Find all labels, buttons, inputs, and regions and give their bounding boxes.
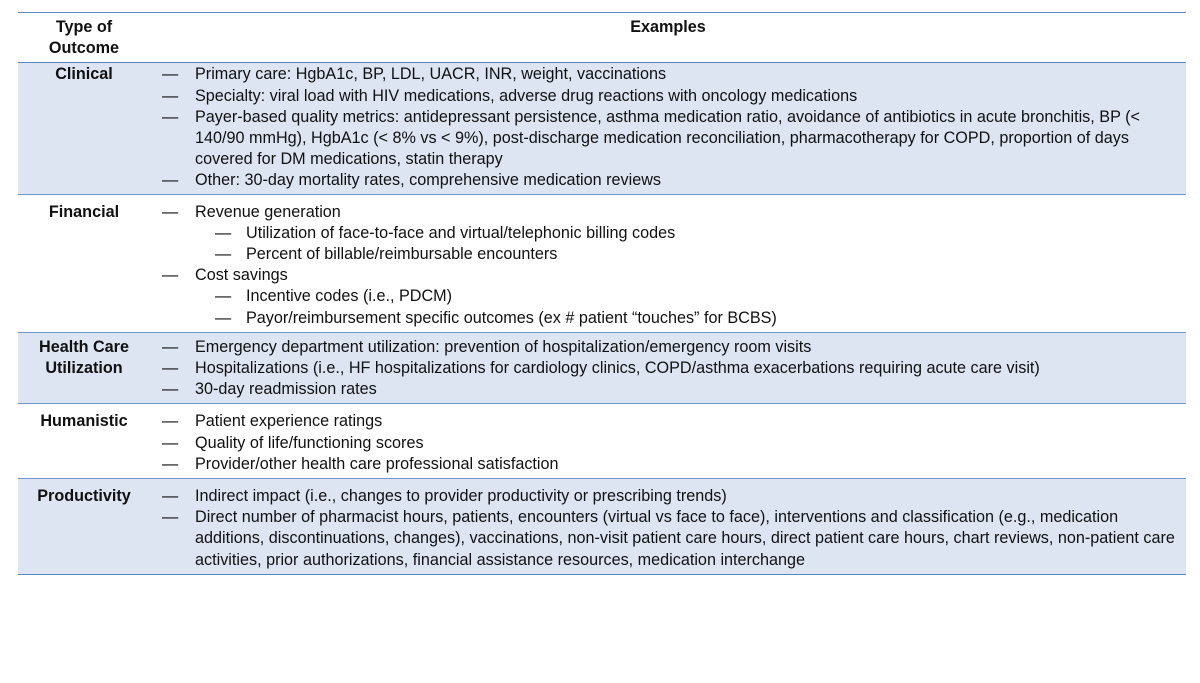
list-item	[162, 379, 1182, 400]
outcome-type-cell	[18, 63, 150, 194]
sub-list-item	[215, 286, 1182, 307]
header-type-line-2: Outcome	[48, 39, 120, 58]
list-item	[162, 337, 1182, 358]
list-item-text: Emergency department utilization: prevention of hospitalization/emergency room visits	[195, 337, 812, 356]
examples-list	[162, 337, 1182, 401]
em-dash-bullet-icon: —	[162, 171, 179, 190]
list-item-text: Hospitalizations (i.e., HF hospitalizations for cardiology clinics, COPD/asthma exacerbations requiring acute care visit)	[195, 359, 1040, 378]
em-dash-bullet-icon: —	[215, 308, 232, 327]
table-row-clinical	[18, 63, 1186, 194]
list-item-text: Patient experience ratings	[195, 412, 383, 431]
outcome-type-cell	[18, 404, 150, 479]
outcome-type-label: Humanistic	[40, 412, 128, 431]
examples-cell	[150, 332, 1186, 404]
examples-cell	[150, 404, 1186, 479]
outcome-type-cell	[18, 194, 150, 332]
em-dash-bullet-icon: —	[162, 65, 179, 84]
em-dash-bullet-icon: —	[215, 245, 232, 264]
examples-cell	[150, 479, 1186, 575]
list-item	[162, 433, 1182, 454]
em-dash-bullet-icon: —	[215, 287, 232, 306]
em-dash-bullet-icon: —	[162, 359, 179, 378]
em-dash-bullet-icon: —	[162, 86, 179, 105]
em-dash-bullet-icon: —	[162, 266, 179, 285]
sub-list-item-text: Incentive codes (i.e., PDCM)	[246, 287, 453, 306]
sub-list-item-text: Percent of billable/reimbursable encounters	[246, 245, 558, 264]
outcome-type-label: Clinical	[55, 65, 113, 84]
em-dash-bullet-icon: —	[162, 487, 179, 506]
list-item	[162, 265, 1182, 329]
outcome-type-label: Utilization	[45, 359, 123, 378]
examples-list	[162, 486, 1182, 571]
header-type-line-1: Type of	[55, 18, 113, 36]
outcome-type-label: Health Care	[39, 337, 129, 356]
outcome-type-label: Productivity	[37, 487, 131, 506]
outcome-type-label: Financial	[48, 202, 120, 221]
em-dash-bullet-icon: —	[162, 454, 179, 473]
examples-cell	[150, 194, 1186, 332]
list-item-text: Revenue generation	[195, 202, 341, 221]
sub-list-item-text: Utilization of face-to-face and virtual/telephonic billing codes	[246, 223, 676, 242]
list-item	[162, 454, 1182, 475]
list-item-text: Primary care: HgbA1c, BP, LDL, UACR, INR, weight, vaccinations	[195, 65, 667, 84]
table-row-financial	[18, 194, 1186, 332]
em-dash-bullet-icon: —	[162, 202, 179, 221]
outcome-type-cell	[18, 479, 150, 575]
list-item	[162, 358, 1182, 379]
examples-cell	[150, 63, 1186, 194]
header-examples: Examples	[150, 13, 1186, 63]
table-body	[18, 63, 1186, 574]
list-item	[162, 411, 1182, 432]
list-item-text: Provider/other health care professional satisfaction	[195, 454, 559, 473]
table-header-row	[18, 13, 1186, 63]
em-dash-bullet-icon: —	[215, 223, 232, 242]
table-row-humanistic	[18, 404, 1186, 479]
header-type-of-outcome	[18, 13, 150, 63]
list-item-text: Indirect impact (i.e., changes to provider productivity or prescribing trends)	[195, 487, 727, 506]
sub-list	[195, 286, 1182, 328]
list-item	[162, 486, 1182, 507]
outcome-type-cell	[18, 332, 150, 404]
outcomes-table	[18, 12, 1186, 575]
list-item	[162, 86, 1182, 107]
examples-list	[162, 64, 1182, 191]
list-item	[162, 202, 1182, 266]
sub-list-item-text: Payor/reimbursement specific outcomes (ex # patient “touches” for BCBS)	[246, 308, 777, 327]
list-item-text: Payer-based quality metrics: antidepressant persistence, asthma medication ratio, avoidance of antibiotics in acute bronchitis, BP (< 140/90 mmHg), HgbA1c (< 8% vs < 9%), post-discharge medication reconciliation, pharmacotherapy for COPD, proportion of days covered for DM medications, statin therapy	[195, 107, 1140, 169]
em-dash-bullet-icon: —	[162, 433, 179, 452]
list-item-text: Quality of life/functioning scores	[195, 433, 424, 452]
list-item	[162, 170, 1182, 191]
list-item	[162, 107, 1182, 171]
examples-list	[162, 411, 1182, 475]
list-item-text: 30-day readmission rates	[195, 380, 377, 399]
sub-list	[195, 223, 1182, 265]
table-row-productivity	[18, 479, 1186, 575]
list-item-text: Direct number of pharmacist hours, patients, encounters (virtual vs face to face), interventions and classification (e.g., medication additions, discontinuations, changes), vaccinations, non-visit patient care hours, direct patient care hours, chart reviews, non-patient care activities, prior authorizations, financial assistance resources, medication interchange	[195, 508, 1175, 569]
table-row-health-care-utilization	[18, 332, 1186, 404]
em-dash-bullet-icon: —	[162, 107, 179, 126]
sub-list-item	[215, 223, 1182, 244]
list-item	[162, 507, 1182, 571]
sub-list-item	[215, 308, 1182, 329]
list-item-text: Other: 30-day mortality rates, comprehensive medication reviews	[195, 171, 662, 190]
sub-list-item	[215, 244, 1182, 265]
list-item-text: Cost savings	[195, 266, 288, 285]
examples-list	[162, 202, 1182, 329]
list-item-text: Specialty: viral load with HIV medications, adverse drug reactions with oncology medications	[195, 86, 858, 105]
em-dash-bullet-icon: —	[162, 337, 179, 356]
em-dash-bullet-icon: —	[162, 380, 179, 399]
em-dash-bullet-icon: —	[162, 508, 179, 527]
em-dash-bullet-icon: —	[162, 412, 179, 431]
list-item	[162, 64, 1182, 85]
